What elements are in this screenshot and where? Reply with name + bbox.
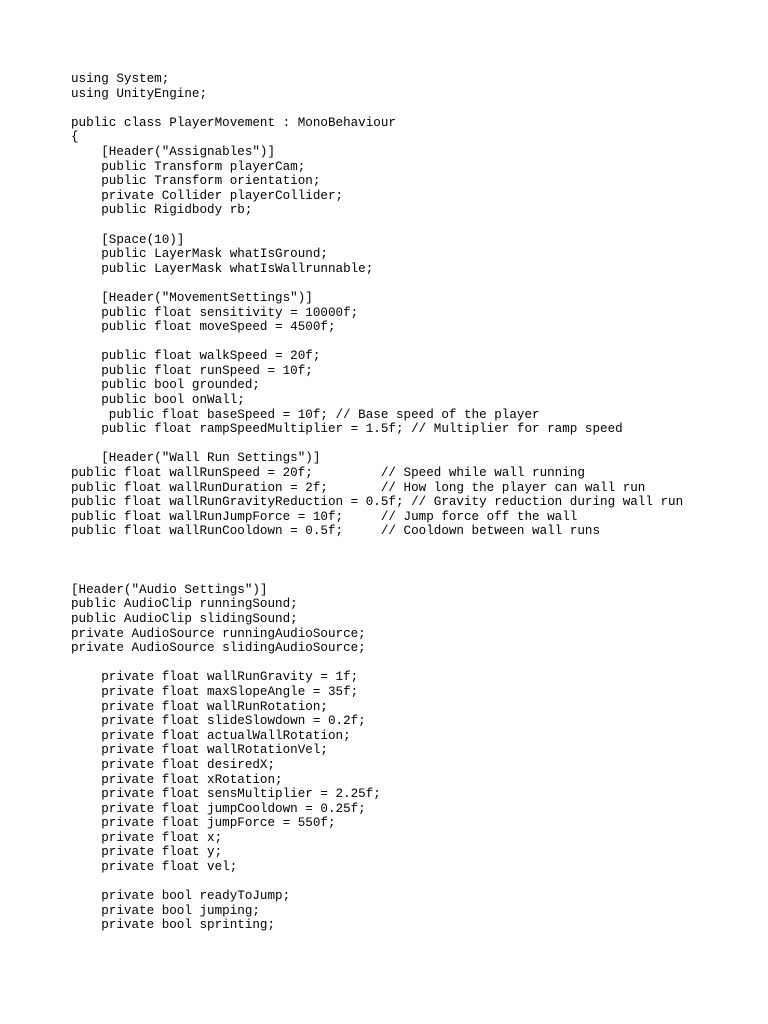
code-listing [71, 72, 683, 933]
code-line: public bool grounded; [71, 378, 260, 393]
code-line: private float jumpForce = 550f; [71, 816, 336, 831]
code-line: public float wallRunDuration = 2f; // How long the player can wall run [71, 480, 646, 495]
code-line: public Transform playerCam; [71, 159, 306, 174]
code-line: public LayerMask whatIsWallrunnable; [71, 261, 374, 276]
code-line [71, 656, 683, 671]
code-line: public LayerMask whatIsGround; [71, 247, 328, 262]
code-line: private float sensMultiplier = 2.25f; [71, 787, 381, 802]
code-line: public float rampSpeedMultiplier = 1.5f; // Multiplier for ramp speed [71, 422, 623, 437]
code-line: public float baseSpeed = 10f; // Base speed of the player [71, 407, 540, 422]
code-line: [Header("MovementSettings")] [71, 290, 313, 305]
code-line [71, 101, 683, 116]
code-line [71, 568, 683, 583]
code-line: private float xRotation; [71, 772, 283, 787]
code-line: using System; [71, 72, 170, 86]
code-line: public Transform orientation; [71, 174, 321, 189]
code-line: private float desiredX; [71, 757, 276, 772]
code-line: public Rigidbody rb; [71, 203, 253, 218]
code-line: private bool sprinting; [71, 918, 276, 933]
code-line: public float walkSpeed = 20f; [71, 349, 321, 364]
code-line [71, 335, 683, 350]
code-line: { [71, 130, 79, 145]
code-line: public float wallRunJumpForce = 10f; // Jump force off the wall [71, 509, 578, 524]
code-line: private float maxSlopeAngle = 35f; [71, 684, 359, 699]
code-line: private float y; [71, 845, 223, 860]
code-line: private Collider playerCollider; [71, 188, 344, 203]
code-line: public AudioClip runningSound; [71, 597, 298, 612]
code-line [71, 218, 683, 233]
code-line: public AudioClip slidingSound; [71, 611, 298, 626]
code-line [71, 875, 683, 890]
code-line [71, 539, 683, 554]
code-line: public class PlayerMovement : MonoBehaviour [71, 115, 396, 130]
code-line: private AudioSource runningAudioSource; [71, 626, 366, 641]
code-line: private float wallRotationVel; [71, 743, 328, 758]
code-line: [Header("Wall Run Settings")] [71, 451, 321, 466]
code-line: private float jumpCooldown = 0.25f; [71, 801, 366, 816]
code-line: public float moveSpeed = 4500f; [71, 320, 336, 335]
code-line: private float actualWallRotation; [71, 728, 351, 743]
code-line: private bool jumping; [71, 903, 260, 918]
code-line: public float wallRunGravityReduction = 0.5f; // Gravity reduction during wall run [71, 495, 684, 510]
code-line [71, 554, 683, 569]
code-line: [Header("Audio Settings")] [71, 582, 268, 597]
code-line: [Space(10)] [71, 232, 185, 247]
code-line: public float runSpeed = 10f; [71, 363, 313, 378]
code-line: public bool onWall; [71, 393, 245, 408]
code-line [71, 437, 683, 452]
code-line: private float slideSlowdown = 0.2f; [71, 714, 366, 729]
code-line: private float wallRunGravity = 1f; [71, 670, 359, 685]
code-line: private bool readyToJump; [71, 889, 291, 904]
code-line [71, 276, 683, 291]
code-line: public float wallRunCooldown = 0.5f; // Cooldown between wall runs [71, 524, 601, 539]
code-line: private float wallRunRotation; [71, 699, 328, 714]
code-line: public float wallRunSpeed = 20f; // Speed while wall running [71, 466, 585, 481]
code-line: private float x; [71, 830, 223, 845]
code-line: public float sensitivity = 10000f; [71, 305, 359, 320]
code-line: private AudioSource slidingAudioSource; [71, 641, 366, 656]
code-line: using UnityEngine; [71, 86, 208, 101]
code-line: private float vel; [71, 860, 238, 875]
code-line: [Header("Assignables")] [71, 144, 276, 159]
